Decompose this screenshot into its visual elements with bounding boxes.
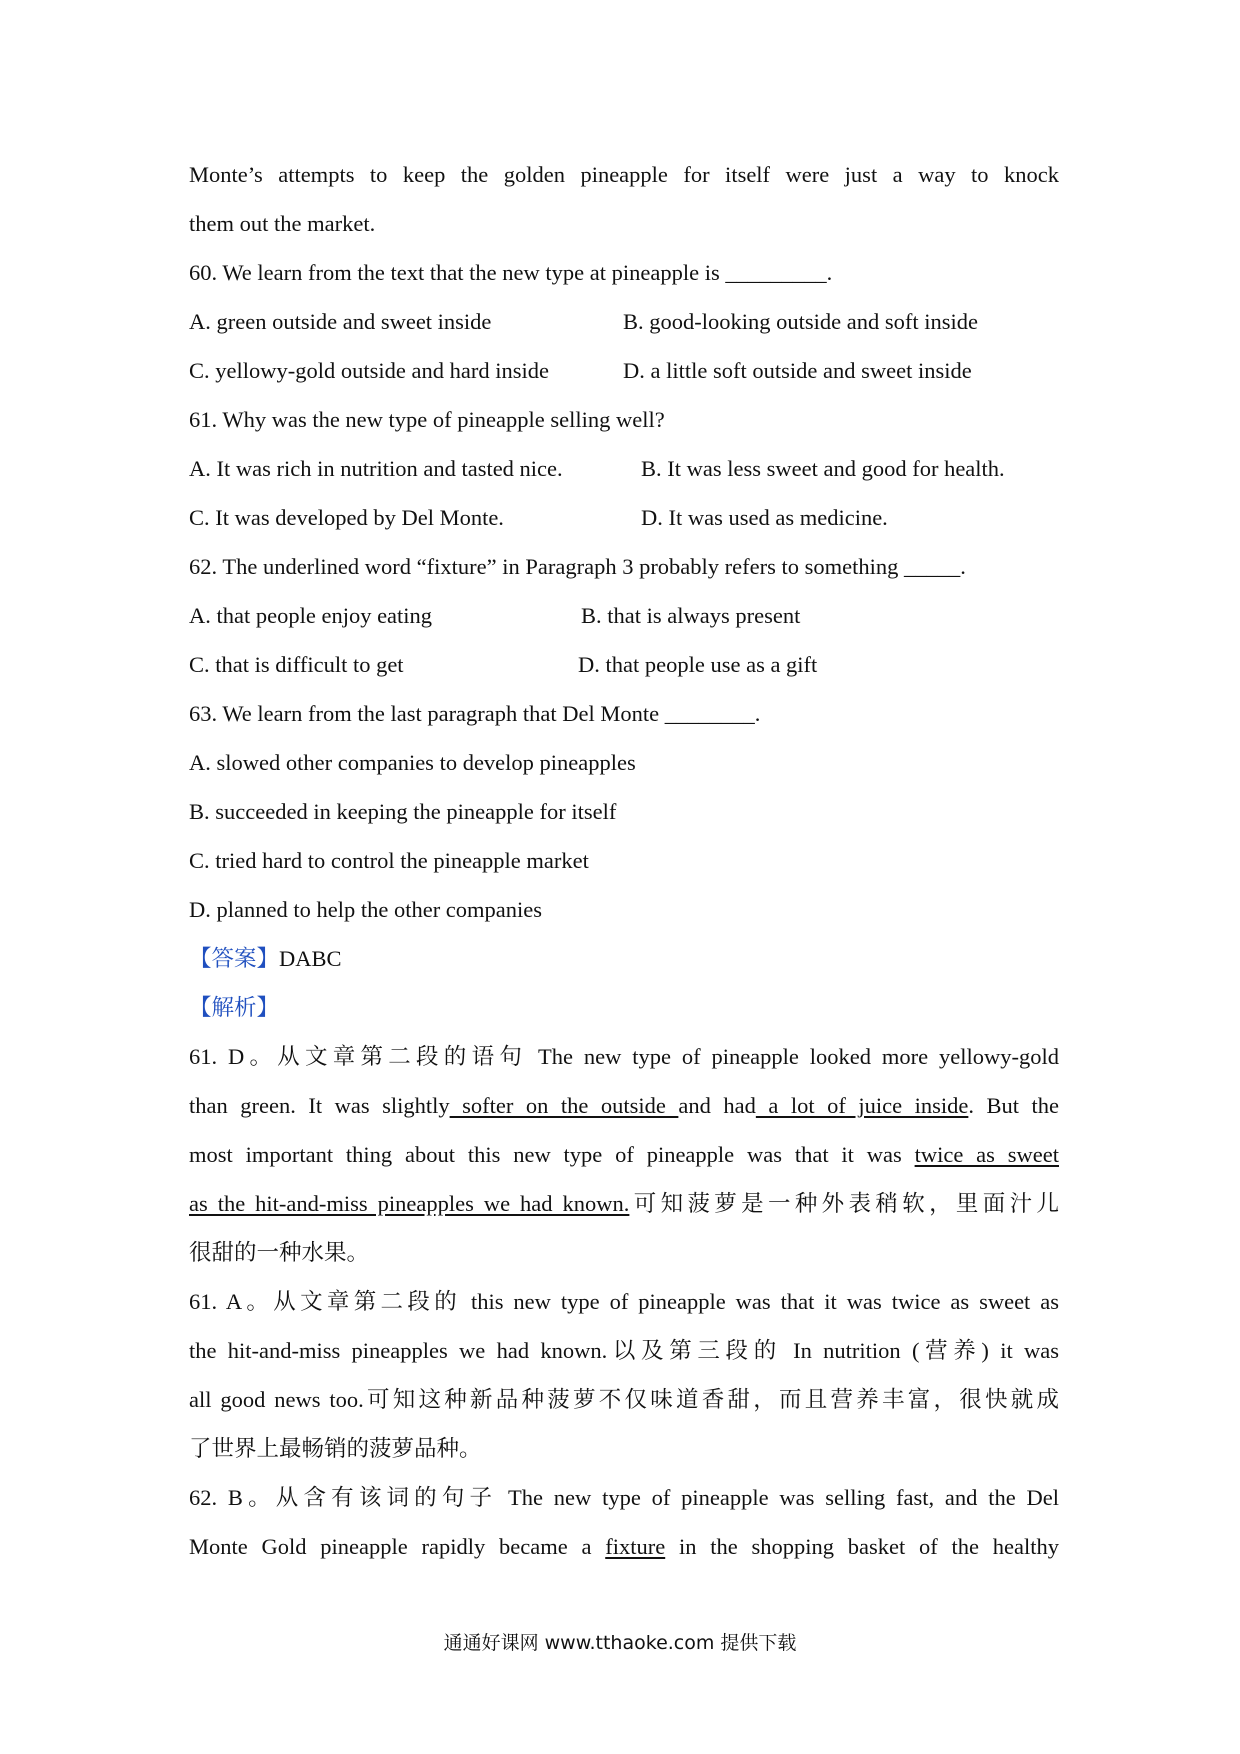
page-footer: 通通好课网 www.tthaoke.com 提供下载 [443, 1632, 797, 1654]
analysis-p1-line-4 [189, 1179, 1059, 1228]
analysis-p1-line-2 [189, 1081, 1059, 1130]
question-60-stem: 60. We learn from the text that the new type at pineapple is _________. [189, 260, 833, 285]
document-page [189, 150, 1059, 1571]
question-61-stem: 61. Why was the new type of pineapple selling well? [189, 407, 665, 432]
underlined-phrase: a lot of juice inside [755, 1093, 969, 1118]
underlined-phrase: softer on the outside [449, 1093, 679, 1118]
underlined-phrase: twice as sweet [914, 1142, 1059, 1167]
question-62-options-row-1 [189, 591, 1059, 640]
q63-option-d: D. planned to help the other companies [189, 897, 543, 922]
intro-line-1: Monte’s attempts to keep the golden pineapple for itself were just a way to knock [189, 162, 1059, 187]
underlined-phrase: as the hit-and-miss pineapples we had known. [189, 1191, 630, 1216]
analysis-p1-line-1: 61. D。从文章第二段的语句 The new type of pineapple looked more yellowy-gold [189, 1044, 1059, 1069]
analysis-p2-line-1: 61. A。从文章第二段的 this new type of pineapple was that it was twice as sweet as [189, 1289, 1059, 1314]
text-run: 可知菠萝是一种外表稍软，里面汁儿 [629, 1191, 1059, 1216]
underlined-word-fixture: fixture [605, 1534, 666, 1559]
q62-option-a: A. that people enjoy eating [189, 603, 433, 628]
question-62-stem: 62. The underlined word “fixture” in Paragraph 3 probably refers to something _____. [189, 554, 966, 579]
q62-option-d: D. that people use as a gift [578, 652, 818, 677]
q62-option-c: C. that is difficult to get [189, 652, 404, 677]
analysis-p1-line-3 [189, 1130, 1059, 1179]
text-run: and had [678, 1093, 756, 1118]
question-62-options-row-2 [189, 640, 1059, 689]
q61-option-a: A. It was rich in nutrition and tasted nice. [189, 456, 563, 481]
q60-option-b: B. good-looking outside and soft inside [623, 309, 978, 334]
analysis-p3-line-2 [189, 1522, 1059, 1571]
answer-line [189, 934, 1059, 983]
analysis-p2-line-2: the hit-and-miss pineapples we had known.以及第三段的 In nutrition (营养) it was [189, 1338, 1059, 1363]
question-61-options-row-1 [189, 444, 1059, 493]
q61-option-d: D. It was used as medicine. [641, 505, 888, 530]
text-run: Monte Gold pineapple rapidly became a [189, 1534, 606, 1559]
analysis-heading [189, 983, 1059, 1032]
analysis-p3-line-1: 62. B。从含有该词的句子 The new type of pineapple was selling fast, and the Del [189, 1485, 1059, 1510]
text-run: in the shopping basket of the healthy [665, 1534, 1059, 1559]
analysis-label: 【解析】 [189, 995, 280, 1021]
q63-option-b: B. succeeded in keeping the pineapple for itself [189, 799, 617, 824]
text-run: than green. It was slightly [189, 1093, 450, 1118]
question-63-stem: 63. We learn from the last paragraph that Del Monte ________. [189, 701, 761, 726]
q62-option-b: B. that is always present [581, 603, 801, 628]
q60-option-a: A. green outside and sweet inside [189, 309, 492, 334]
analysis-p2-line-4: 了世界上最畅销的菠萝品种。 [189, 1436, 482, 1461]
q60-option-c: C. yellowy-gold outside and hard inside [189, 358, 549, 383]
q60-option-d: D. a little soft outside and sweet inside [623, 358, 972, 383]
question-60-options-row-2 [189, 346, 1059, 395]
q61-option-c: C. It was developed by Del Monte. [189, 505, 504, 530]
answer-value: DABC [279, 946, 342, 971]
q63-option-a: A. slowed other companies to develop pineapples [189, 750, 636, 775]
question-60-options-row-1 [189, 297, 1059, 346]
q61-option-b: B. It was less sweet and good for health. [641, 456, 1005, 481]
text-run: most important thing about this new type of pineapple was that it was [189, 1142, 915, 1167]
q63-option-c: C. tried hard to control the pineapple market [189, 848, 589, 873]
question-61-options-row-2 [189, 493, 1059, 542]
analysis-p1-line-5: 很甜的一种水果。 [189, 1240, 370, 1265]
intro-line-2: them out the market. [189, 211, 376, 236]
analysis-p2-line-3: all good news too.可知这种新品种菠萝不仅味道香甜，而且营养丰富，很快就成 [189, 1387, 1059, 1412]
answer-label: 【答案】 [189, 946, 280, 972]
text-run: . But the [968, 1093, 1059, 1118]
